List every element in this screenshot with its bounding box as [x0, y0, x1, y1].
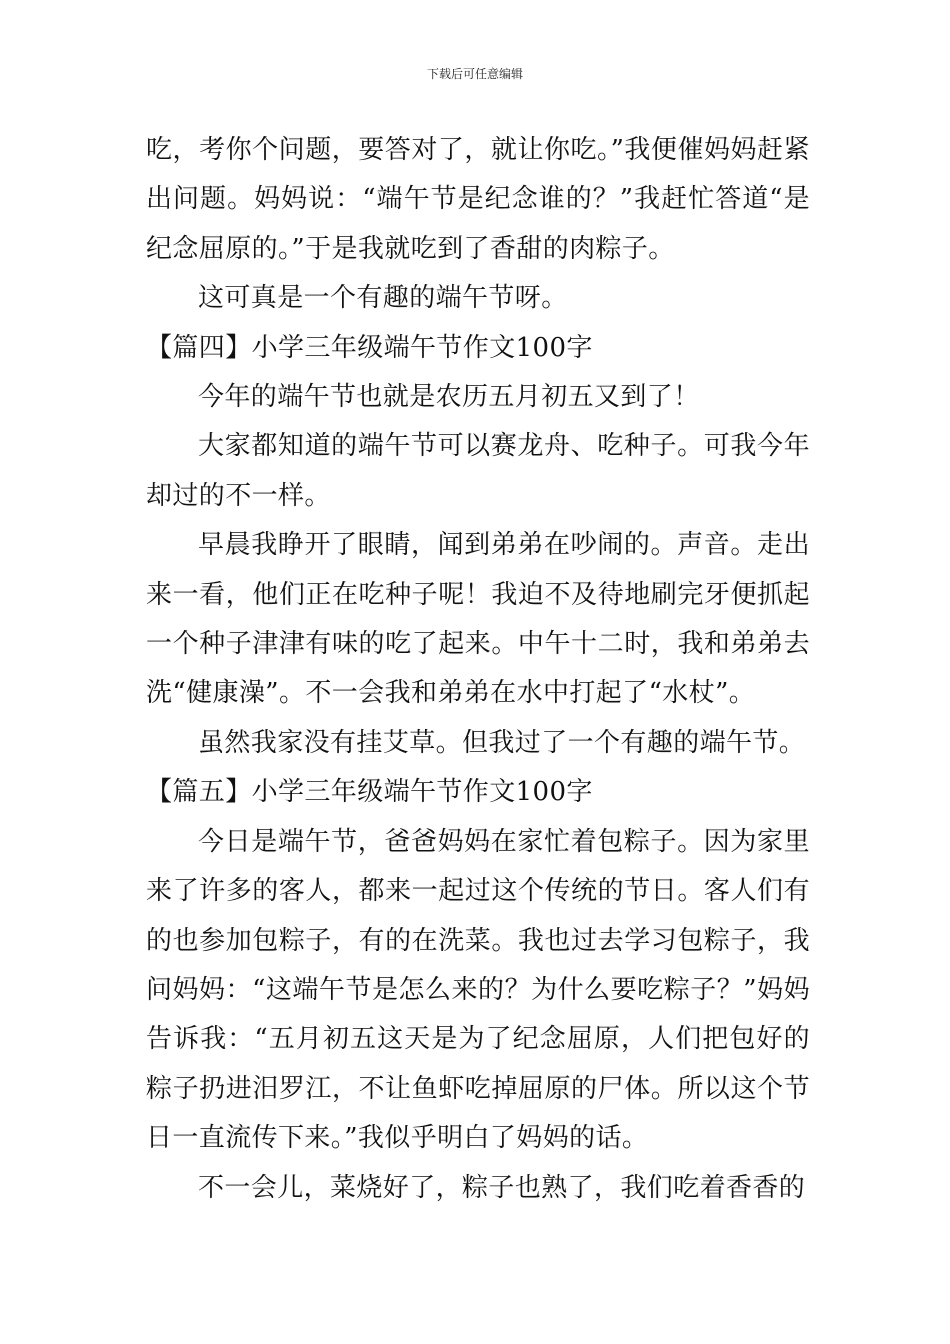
paragraph-continued: 吃，考你个问题，要答对了，就让你吃。”我便催妈妈赶紧出问题。妈妈说：“端午节是纪念谁的？”我赶忙答道“是纪念屈原的。”于是我就吃到了香甜的肉粽子。	[146, 135, 810, 264]
paragraph: 今年的端午节也就是农历五月初五又到了！	[198, 382, 700, 413]
paragraph: 虽然我家没有挂艾草。但我过了一个有趣的端午节。	[198, 727, 806, 758]
paragraph: 不一会儿，菜烧好了，粽子也熟了，我们吃着香香的	[198, 1172, 806, 1203]
page-header-note: 下载后可任意编辑	[426, 67, 523, 81]
document-body	[146, 126, 810, 1213]
section-heading-4: 【篇四】小学三年级端午节作文100字	[146, 332, 593, 363]
paragraph: 今日是端午节，爸爸妈妈在家忙着包粽子。因为家里来了许多的客人，都来一起过这个传统的节日。客人们有的也参加包粽子，有的在洗菜。我也过去学习包粽子，我问妈妈：“这端午节是怎么来的？为什么要吃粽子？”妈妈告诉我：“五月初五这天是为了纪念屈原，人们把包好的粽子扔进汨罗江，不让鱼虾吃掉屈原的尸体。所以这个节日一直流传下来。”我似乎明白了妈妈的话。	[146, 826, 810, 1154]
section-heading-5: 【篇五】小学三年级端午节作文100字	[146, 777, 593, 808]
paragraph: 这可真是一个有趣的端午节呀。	[198, 283, 568, 314]
paragraph: 早晨我睁开了眼睛，闻到弟弟在吵闹的。声音。走出来一看，他们正在吃种子呢！我迫不及待地刷完牙便抓起一个种子津津有味的吃了起来。中午十二时，我和弟弟去洗“健康澡”。不一会我和弟弟在水中打起了“水杖”。	[146, 530, 810, 709]
paragraph: 大家都知道的端午节可以赛龙舟、吃种子。可我今年却过的不一样。	[146, 431, 810, 511]
